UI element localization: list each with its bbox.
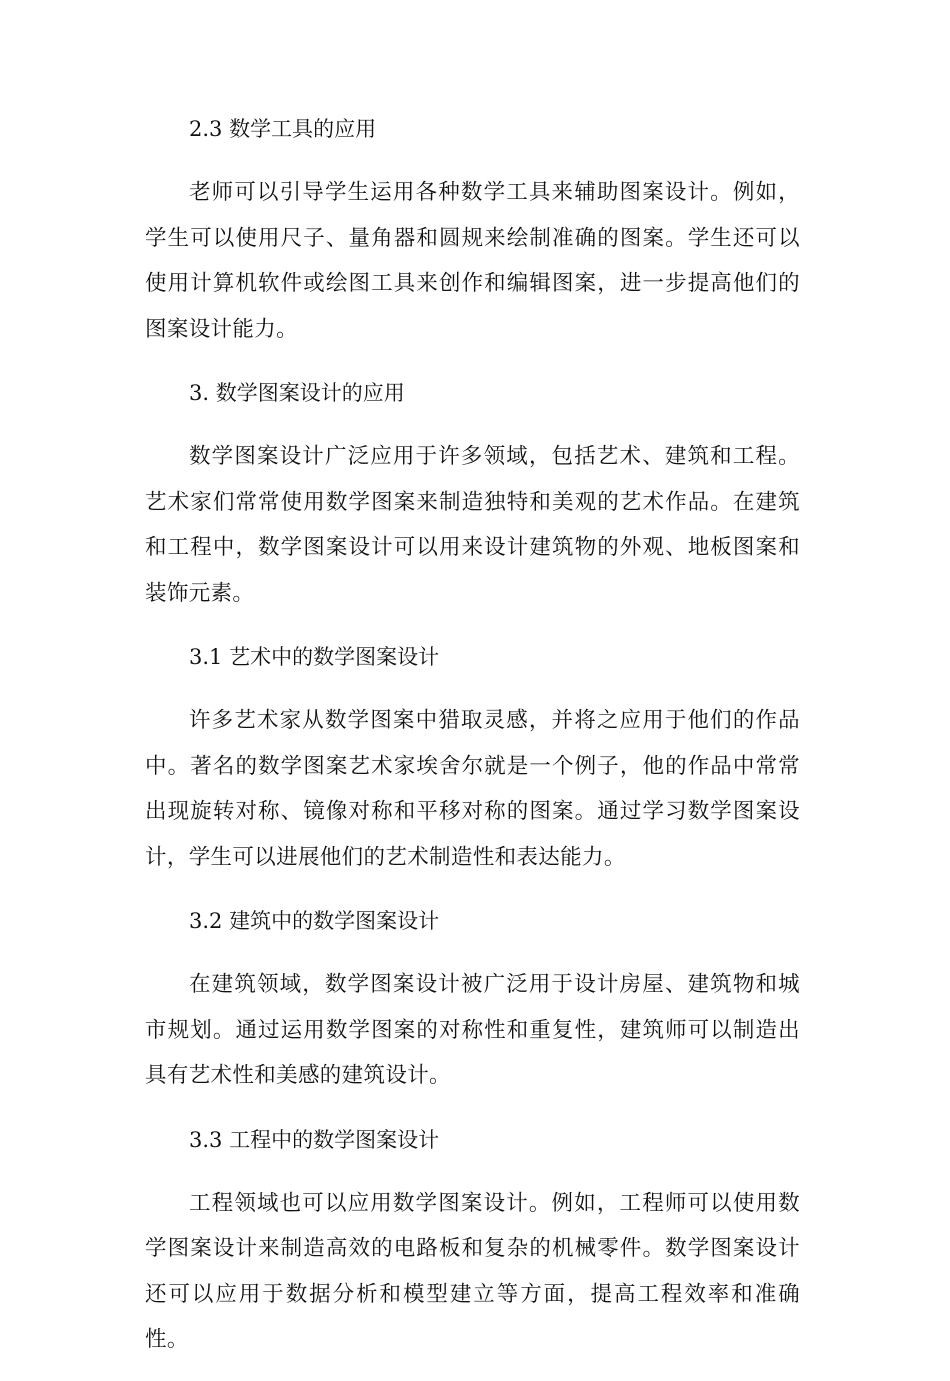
paragraph-applications: 数学图案设计广泛应用于许多领域，包括艺术、建筑和工程。艺术家们常常使用数学图案来制造独特和美观的艺术作品。在建筑和工程中，数学图案设计可以用来设计建筑物的外观、地板图案和装饰元素。 — [145, 444, 800, 606]
section-heading-3-1: 3.1 艺术中的数学图案设计 — [189, 645, 440, 669]
section-heading-3-2: 3.2 建筑中的数学图案设计 — [189, 909, 440, 933]
paragraph-engineering: 工程领域也可以应用数学图案设计。例如，工程师可以使用数学图案设计来制造高效的电路板和复杂的机械零件。数学图案设计还可以应用于数据分析和模型建立等方面，提高工程效率和准确性。 — [145, 1190, 800, 1352]
section-heading-3-3: 3.3 工程中的数学图案设计 — [189, 1127, 440, 1152]
paragraph-architecture: 在建筑领域，数学图案设计被广泛用于设计房屋、建筑物和城市规划。通过运用数学图案的对称性和重复性，建筑师可以制造出具有艺术性和美感的建筑设计。 — [145, 972, 800, 1088]
section-heading-2-3: 2.3 数学工具的应用 — [189, 117, 377, 141]
paragraph-art: 许多艺术家从数学图案中猎取灵感，并将之应用于他们的作品中。著名的数学图案艺术家埃舍尔就是一个例子，他的作品中常常出现旋转对称、镜像对称和平移对称的图案。通过学习数学图案设计，学生可以进展他们的艺术制造性和表达能力。 — [145, 708, 800, 870]
section-heading-3: 3. 数学图案设计的应用 — [189, 381, 405, 405]
paragraph-math-tools: 老师可以引导学生运用各种数学工具来辅助图案设计。例如，学生可以使用尺子、量角器和圆规来绘制准确的图案。学生还可以使用计算机软件或绘图工具来创作和编辑图案，进一步提高他们的图案设计能力。 — [145, 180, 800, 342]
document-body — [145, 106, 800, 1381]
